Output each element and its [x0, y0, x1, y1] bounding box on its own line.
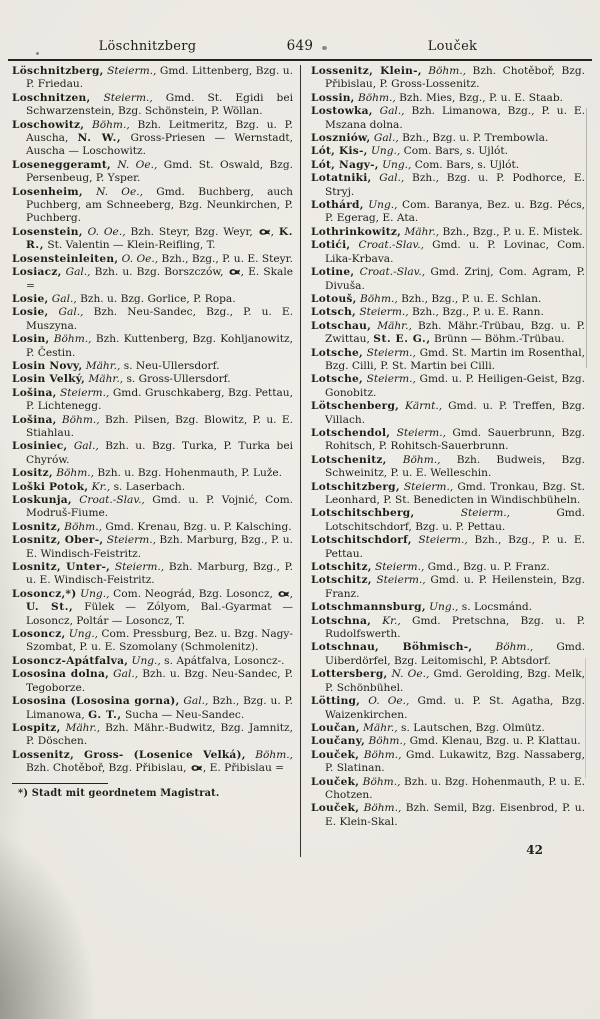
- entry-region: Böhm.,: [356, 292, 398, 305]
- gazetteer-entry: [12, 65, 293, 92]
- gazetteer-entry: [12, 414, 293, 441]
- gazetteer-entry: [12, 561, 293, 588]
- entry-headword: Losoncz,: [12, 628, 66, 641]
- entry-region: Gal.,: [371, 172, 405, 185]
- gazetteer-entry: [12, 695, 293, 722]
- entry-headword: Loseneggeramt,: [12, 158, 111, 171]
- running-head-right-word: Louček: [427, 39, 478, 54]
- entry-text: Bzh., Bzg., P. u. E. Mistek.: [439, 225, 583, 238]
- entry-region: Mähr.,: [359, 721, 398, 734]
- entry-region: O. Oe.,: [82, 225, 126, 238]
- gazetteer-entry: [311, 373, 585, 400]
- gazetteer-entry: [12, 226, 293, 253]
- entry-text: Bzh. Semil, Bzg. Eisenbrod, P. u. E. Klein-Skal.: [325, 802, 585, 828]
- running-head-left-word: Löschnitzberg: [98, 39, 197, 54]
- entry-region: Mähr.,: [401, 225, 440, 238]
- gazetteer-entry: [311, 159, 585, 172]
- entry-region: Steierm.,: [56, 386, 110, 399]
- entry-text: Gmd., Bzg. u. P. Franz.: [424, 561, 550, 574]
- gazetteer-entry: [12, 467, 293, 480]
- entry-text: Gmd. Tronkau, Bzg. St. Leonhard, P. St. Benedicten in Windischbüheln.: [325, 480, 586, 506]
- entry-text: Bzh., Bzg., P. u. E. Rann.: [408, 306, 544, 319]
- entry-region: Böhm.,: [354, 91, 396, 104]
- entry-headword: Lossin,: [311, 91, 355, 104]
- entry-headword: Lót, Kis-,: [311, 145, 368, 158]
- entry-text: Bzh., Bzg. u. P. Podhorce, E. Stryj.: [325, 172, 585, 198]
- entry-headword: Lososina dolna,: [12, 668, 110, 681]
- gazetteer-entry: [12, 159, 293, 186]
- entry-text: Gmd. St. Martin im Rosenthal, Bzg. Cilli, P. St. Martin bei Cilli.: [325, 346, 585, 372]
- entry-headword: Lothárd,: [311, 199, 364, 212]
- entry-headword: Lotsche,: [311, 346, 363, 359]
- gazetteer-entry: [311, 92, 585, 105]
- entry-region: Steierm.,: [399, 480, 454, 493]
- entry-text: Gmd. u. P. St. Agatha, Bzg. Waizenkirchen.: [325, 695, 586, 721]
- gazetteer-entry: [12, 92, 293, 119]
- entry-region: Böhm.,: [386, 453, 441, 466]
- entry-text: Gmd. Pretschna, Bzg. u. P. Rudolfswerth.: [325, 614, 585, 641]
- entry-text: Com. Baranya, Bez. u. Bzg. Pécs, P. Egerag, E. Ata.: [325, 199, 585, 225]
- entry-region: Gal.,: [372, 105, 405, 118]
- entry-text: Bzh. Budweis, Bzg. Schweinitz, P. u. E. Welleschin.: [325, 453, 586, 480]
- entry-text: St. Valentin — Klein-Reifling, T.: [43, 239, 216, 252]
- gazetteer-entry: [12, 333, 293, 360]
- entry-text: Gmd. Klenau, Bzg. u. P. Klattau.: [406, 735, 581, 748]
- entry-headword: Losie,: [12, 306, 49, 319]
- entry-text: Sucha — Neu-Sandec.: [121, 708, 245, 721]
- entry-region: Böhm.,: [52, 467, 94, 480]
- entry-text: Gmd. Buchberg, auch Puchberg, am Schneeberg, Bzg. Neunkirchen, P. Puchberg.: [26, 185, 293, 225]
- entry-text: Bzh. u. Bzg. Turka, P. Turka bei Chyrów.: [26, 440, 293, 466]
- entry-text: Bzh. Mähr.-Trübau, Bzg. u. P. Zwittau,: [325, 319, 585, 346]
- gazetteer-entry: [311, 132, 585, 145]
- right-column: [300, 65, 585, 857]
- entry-region: Ung.,: [128, 654, 161, 667]
- entry-text: Com. Neográd, Bzg. Losoncz,: [109, 587, 277, 600]
- footnote: *) Stadt mit geordnetem Magistrat.: [18, 787, 220, 799]
- entry-region: Steierm.,: [371, 561, 425, 574]
- gazetteer-entry: [311, 695, 585, 722]
- posthorn-icon: [258, 228, 271, 236]
- entry-region: Croat.-Slav.,: [354, 266, 426, 279]
- entry-region: Gal.,: [48, 306, 84, 319]
- gazetteer-page: [0, 38, 600, 1019]
- entry-text: Gmd. Sauerbrunn, Bzg. Rohitsch, P. Rohitsch-Sauerbrunn.: [325, 426, 585, 453]
- gazetteer-entry: [12, 293, 293, 306]
- gazetteer-entry: [311, 239, 585, 266]
- entry-headword: Lossenitz, Klein-,: [311, 65, 422, 77]
- entry-text: Bzh. u. Bzg. Gorlice, P. Ropa.: [76, 292, 236, 305]
- entry-text: Com. Bars, s. Ujlót.: [400, 145, 508, 158]
- gazetteer-entry: [311, 802, 585, 829]
- entry-headword: Loskunja,: [12, 494, 72, 506]
- entry-text: Bzh. Neu-Sandec, Bzg., P. u. E. Muszyna.: [26, 306, 293, 332]
- entry-headword: Lotsche,: [311, 373, 363, 386]
- entry-text: Bzh. Mähr.-Budwitz, Bzg. Jamnitz, P. Döschen.: [26, 721, 294, 748]
- gazetteer-entry: [311, 172, 585, 199]
- entry-text: s. Lautschen, Bzg. Olmütz.: [397, 721, 545, 734]
- entry-text: Bzh., Bzg. u. P. Trembowla.: [398, 132, 549, 145]
- entry-headword: Louček,: [311, 775, 360, 788]
- entry-headword: Lossenitz, Gross- (Losenice Velká),: [12, 748, 246, 761]
- entry-region: Böhm.,: [56, 413, 100, 426]
- gazetteer-entry: [12, 360, 293, 373]
- entry-railway-abbr: G. T.,: [88, 708, 122, 721]
- entry-text: s. Locsmánd.: [458, 601, 533, 614]
- entry-region: Steierm.,: [411, 534, 468, 547]
- gazetteer-entry: [311, 65, 585, 92]
- gazetteer-entry: [12, 373, 293, 386]
- entry-railway-abbr: U. St.,: [26, 601, 74, 614]
- entry-text: Gmd. u. P. Heilenstein, Bzg. Franz.: [325, 574, 586, 600]
- entry-text: Bzh. u. Bzg. Hohenmauth, P. Luže.: [94, 467, 283, 480]
- entry-headword: Lotschendol,: [311, 426, 391, 439]
- entry-region: Steierm.,: [110, 561, 165, 574]
- gazetteer-entry: [12, 266, 293, 293]
- entry-headword: Losin Novy,: [12, 359, 83, 372]
- entry-region: Kärnt.,: [399, 400, 443, 413]
- entry-region: O. Oe.,: [118, 252, 159, 265]
- gazetteer-entry: [311, 481, 585, 508]
- gazetteer-entry: [311, 534, 585, 561]
- gazetteer-entry: [12, 119, 293, 159]
- entry-region: Steierm.,: [90, 91, 153, 104]
- entry-headword: Loučan,: [311, 721, 360, 734]
- running-head: [30, 38, 570, 54]
- gazetteer-entry: [12, 481, 293, 494]
- entry-headword: Louček,: [311, 802, 360, 815]
- entry-text: Gmd. Gruschkaberg, Bzg. Pettau, P. Lichtenegg.: [26, 386, 293, 413]
- entry-region: Böhm.,: [49, 333, 92, 346]
- entry-region: Ung.,: [378, 158, 412, 171]
- entry-headword: Lotouš,: [311, 292, 357, 305]
- entry-text: Com. Pressburg, Bez. u. Bzg. Nagy-Szombat, P. u. E. Szomolany (Schmolenitz).: [26, 628, 293, 654]
- entry-region: Steierm.,: [103, 65, 157, 77]
- entry-region: Böhm.,: [359, 748, 402, 761]
- entry-headword: Lottersberg,: [311, 668, 388, 681]
- entry-text: Gmd. Littenberg, Bzg. u. P. Friedau.: [26, 65, 293, 91]
- left-column: [12, 65, 300, 857]
- entry-text: Bzh. Leitmeritz, Bzg. u. P. Auscha,: [26, 118, 293, 145]
- header-rule: [8, 59, 592, 61]
- entry-headword: Lotschitschdorf,: [311, 534, 412, 547]
- two-column-text: [12, 65, 592, 857]
- entry-region: Ung.,: [76, 587, 110, 600]
- entry-headword: Lososina (Lososina gorna),: [12, 695, 180, 708]
- sheet-signature: 42: [526, 843, 543, 858]
- entry-region: Steierm.,: [362, 346, 416, 359]
- entry-region: O. Oe.,: [360, 695, 410, 708]
- page-number: 649: [286, 38, 314, 54]
- entry-headword: Löschnitzberg,: [12, 65, 104, 77]
- entry-headword: Lotatniki,: [311, 172, 372, 185]
- gazetteer-entry: [12, 628, 293, 655]
- entry-text: Bzh. u. Bzg. Neu-Sandec, P. Tegoborze.: [26, 668, 293, 694]
- entry-text: Gmd. u. P. Vojnić, Com. Modruš-Fiume.: [26, 494, 294, 520]
- gazetteer-entry: [12, 655, 293, 668]
- entry-region: Steierm.,: [362, 373, 416, 386]
- gazetteer-entry: [12, 387, 293, 414]
- gazetteer-entry: [311, 601, 585, 614]
- gazetteer-entry: [311, 507, 585, 534]
- entry-text: Bzh. u. Bzg. Borszczów,: [90, 266, 228, 279]
- posthorn-icon: [277, 590, 290, 598]
- entry-region: Böhm.,: [84, 118, 130, 131]
- entry-text: s. Laserbach.: [110, 480, 186, 493]
- gazetteer-entry: [311, 427, 585, 454]
- gazetteer-entry: [12, 588, 293, 628]
- entry-region: Steierm.,: [414, 507, 511, 520]
- entry-headword: Loszniów,: [311, 132, 371, 145]
- entry-headword: Losensteinleiten,: [12, 252, 119, 265]
- entry-region: Mähr.,: [85, 373, 124, 386]
- entry-region: Mähr.,: [82, 359, 121, 372]
- gazetteer-entry: [12, 521, 293, 534]
- gazetteer-entry: [311, 749, 585, 776]
- gazetteer-entry: [12, 494, 293, 521]
- entry-headword: Lothrinkowitz,: [311, 225, 402, 238]
- entry-headword: Lošina,: [12, 413, 57, 426]
- gazetteer-entry: [311, 347, 585, 374]
- entry-headword: Louček,: [311, 748, 360, 761]
- entry-text: Brünn — Böhm.-Trübau.: [430, 333, 565, 346]
- entry-headword: Losnitz, Ober-,: [12, 534, 104, 547]
- gazetteer-entry: [311, 641, 585, 668]
- entry-headword: Lotschenitz,: [311, 453, 387, 466]
- entry-text: Gmd. u. P. Treffen, Bzg. Villach.: [325, 400, 586, 426]
- entry-headword: Losenstein,: [12, 225, 83, 238]
- gazetteer-entry: [311, 735, 585, 748]
- entry-headword: Lotschmannsburg,: [311, 601, 426, 614]
- entry-region: Kr.,: [371, 614, 401, 627]
- posthorn-icon: [190, 764, 203, 772]
- scan-speck: [36, 52, 39, 55]
- left-column-entries: [12, 65, 293, 776]
- entry-headword: Lotschnau, Böhmisch-,: [311, 641, 473, 654]
- entry-text: Com. Bars, s. Ujlót.: [411, 158, 520, 171]
- entry-region: Gal.,: [61, 266, 91, 279]
- entry-text: Gmd. Krenau, Bzg. u. P. Kalsching.: [101, 520, 292, 533]
- entry-region: Mähr.,: [60, 721, 101, 734]
- gazetteer-entry: [12, 668, 293, 695]
- entry-region: Mähr.,: [371, 319, 412, 332]
- gazetteer-entry: [12, 253, 293, 266]
- right-column-entries: [311, 65, 585, 829]
- entry-text: s. Apátfalva, Losoncz-.: [160, 654, 285, 667]
- entry-region: Ung.,: [65, 628, 99, 641]
- gazetteer-entry: [12, 534, 293, 561]
- entry-region: Böhm.,: [60, 520, 102, 533]
- entry-headword: Losiacz,: [12, 266, 62, 279]
- entry-text: Gmd. Lotschitschdorf, Bzg. u. P. Pettau.: [325, 507, 586, 533]
- entry-headword: Lostowka,: [311, 105, 373, 118]
- gazetteer-entry: [311, 615, 585, 642]
- entry-text: Gmd. Lukawitz, Bzg. Nassaberg, P. Slatinan.: [325, 748, 585, 775]
- gazetteer-entry: [311, 145, 585, 158]
- entry-headword: Lötting,: [311, 695, 361, 708]
- entry-headword: Losenheim,: [12, 185, 83, 198]
- entry-headword: Lötschenberg,: [311, 400, 400, 413]
- entry-headword: Lót, Nagy-,: [311, 158, 379, 171]
- gazetteer-entry: [311, 199, 585, 226]
- entry-headword: Lospitz,: [12, 721, 61, 734]
- entry-headword: Lotsch,: [311, 306, 356, 319]
- entry-region: Steierm.,: [103, 534, 156, 547]
- entry-headword: Losoncz-Apátfalva,: [12, 654, 129, 667]
- entry-region: Steierm.,: [390, 426, 446, 439]
- posthorn-icon: [228, 268, 241, 276]
- entry-text: Bzh. u. Bzg. Hohenmauth, P. u. E. Chotzen.: [325, 775, 585, 801]
- gazetteer-entry: [311, 320, 585, 347]
- entry-text: Bzh. Chotěboř, Bzg. Přibislau,: [26, 762, 190, 775]
- entry-headword: Loschnitzen,: [12, 91, 91, 104]
- gazetteer-entry: [12, 306, 293, 333]
- entry-text: , E. Přibislau =: [202, 762, 285, 775]
- entry-text: Bzh. Limanowa, Bzg., P. u. E. Mszana dolna.: [325, 105, 585, 131]
- entry-headword: Loučany,: [311, 735, 366, 748]
- entry-text: Gmd. Zrinj, Com. Agram, P. Divuša.: [325, 266, 585, 292]
- entry-headword: Losnitz, Unter-,: [12, 561, 111, 574]
- entry-text: Gmd. u. P. Lovinac, Com. Lika-Krbava.: [325, 239, 586, 265]
- entry-text: , E. Skale =: [26, 266, 293, 292]
- entry-railway-abbr: N. W.,: [77, 132, 122, 145]
- entry-text: Bzh. Marburg, Bzg., P. u. E. Windisch-Feistritz.: [26, 534, 293, 560]
- entry-text: Fülek — Zólyom, Bal.-Gyarmat — Losoncz, Poltár — Losoncz, T.: [26, 601, 293, 627]
- entry-headword: Lošina,: [12, 386, 57, 399]
- gazetteer-entry: [12, 440, 293, 467]
- gazetteer-entry: [311, 454, 585, 481]
- entry-text: Bzh. Pilsen, Bzg. Blowitz, P. u. E. Stiahlau.: [26, 413, 293, 439]
- gazetteer-entry: [311, 400, 585, 427]
- entry-region: Böhm.,: [472, 641, 534, 654]
- entry-region: Croat.-Slav.,: [350, 239, 424, 252]
- gazetteer-entry: [311, 226, 585, 239]
- gazetteer-entry: [311, 722, 585, 735]
- entry-railway-abbr: K. R.,: [26, 225, 293, 252]
- entry-headword: Losnitz,: [12, 520, 61, 533]
- entry-text: Bzh. Steyr, Bzg. Weyr,: [125, 225, 258, 238]
- entry-headword: Loschowitz,: [12, 118, 85, 131]
- entry-region: Ung.,: [425, 601, 459, 614]
- entry-region: Ung.,: [367, 145, 401, 158]
- entry-text: ,: [270, 225, 279, 238]
- gazetteer-entry: [311, 668, 585, 695]
- entry-headword: Lotschau,: [311, 319, 372, 332]
- entry-text: s. Neu-Ullersdorf.: [120, 359, 220, 372]
- entry-region: Böhm.,: [359, 775, 401, 788]
- entry-headword: Lotschitzberg,: [311, 480, 400, 493]
- entry-text: Bzh. Mies, Bzg., P. u. E. Staab.: [395, 91, 564, 104]
- entry-text: Bzh., Bzg., P. u. E. Schlan.: [397, 292, 542, 305]
- entry-text: Gross-Priesen — Wernstadt, Auscha — Loschowitz.: [26, 132, 294, 158]
- entry-text: Gmd. Uiberdörfel, Bzg. Leitomischl, P. Abtsdorf.: [325, 641, 585, 667]
- entry-headword: Losoncz,*): [12, 587, 77, 600]
- entry-headword: Loški Potok,: [12, 480, 89, 493]
- entry-headword: Losin,: [12, 333, 50, 346]
- entry-region: Böhm.,: [365, 735, 407, 748]
- entry-text: Bzh. Chotěboř, Bzg. Přibislau, P. Gross-Lossenitz.: [325, 65, 585, 91]
- entry-headword: Losie,: [12, 292, 49, 305]
- entry-region: Ung.,: [363, 199, 398, 212]
- entry-text: Bzh. Kuttenberg, Bzg. Kohljanowitz, P. Čestin.: [26, 333, 293, 359]
- entry-headword: Lotschitschberg,: [311, 507, 415, 520]
- entry-headword: Lositz,: [12, 467, 53, 480]
- entry-region: Böhm.,: [421, 65, 466, 77]
- entry-headword: Lotići,: [311, 239, 351, 252]
- entry-text: Bzh., Bzg., P. u. E. Steyr.: [158, 252, 293, 265]
- entry-text: Gmd. St. Oswald, Bzg. Persenbeug, P. Ysper.: [26, 158, 293, 185]
- entry-headword: Lotschitz,: [311, 561, 372, 574]
- scan-edge-artifact: [586, 108, 587, 368]
- entry-text: s. Gross-Ullersdorf.: [123, 373, 231, 386]
- gazetteer-entry: [311, 776, 585, 803]
- scan-speck: [322, 46, 327, 50]
- entry-region: Steierm.,: [355, 306, 409, 319]
- entry-region: Kr.,: [88, 480, 111, 493]
- entry-railway-abbr: St. E. G.,: [373, 333, 431, 346]
- entry-headword: Lotschna,: [311, 614, 372, 627]
- gazetteer-entry: [311, 574, 585, 601]
- entry-region: N. Oe.,: [387, 668, 430, 681]
- entry-region: Böhm.,: [359, 802, 402, 815]
- entry-region: Gal.,: [109, 668, 139, 681]
- entry-text: ,: [289, 587, 293, 600]
- entry-headword: Losin Velký,: [12, 373, 86, 386]
- entry-text: Bzh., Bzg., P. u. E. Pettau.: [325, 534, 585, 560]
- entry-headword: Lotine,: [311, 266, 355, 279]
- entry-text: Gmd. St. Egidi bei Schwarzenstein, Bzg. Schönstein, P. Wöllan.: [26, 91, 293, 118]
- gazetteer-entry: [311, 266, 585, 293]
- entry-region: Gal.,: [67, 440, 99, 453]
- entry-region: Croat.-Slav.,: [71, 494, 145, 506]
- entry-region: Steierm.,: [371, 574, 426, 587]
- entry-region: Gal.,: [179, 695, 209, 708]
- entry-text: Gmd. Gerolding, Bzg. Melk, P. Schönbühel.: [325, 668, 585, 694]
- entry-region: Gal.,: [48, 292, 77, 305]
- entry-region: N. Oe.,: [82, 185, 143, 198]
- gazetteer-entry: [12, 722, 293, 749]
- entry-text: Bzh., Bzg. u. P. Limanowa,: [26, 695, 293, 721]
- entry-text: Bzh. Marburg, Bzg., P. u. E. Windisch-Feistritz.: [26, 561, 294, 587]
- footnote-rule: [12, 783, 108, 784]
- entry-headword: Lotschitz,: [311, 574, 372, 587]
- gazetteer-entry: [311, 293, 585, 306]
- gazetteer-entry: [311, 306, 585, 319]
- gazetteer-entry: [311, 105, 585, 132]
- entry-text: Gmd. u. P. Heiligen-Geist, Bzg. Gonobitz.: [325, 373, 586, 399]
- gazetteer-entry: [12, 186, 293, 226]
- scan-edge-artifact: [585, 658, 586, 778]
- entry-headword: Losiniec,: [12, 440, 68, 453]
- entry-region: Gal.,: [370, 132, 399, 145]
- gazetteer-entry: [12, 749, 293, 776]
- entry-region: N. Oe.,: [110, 158, 158, 171]
- entry-region: Böhm.,: [245, 748, 293, 761]
- gazetteer-entry: [311, 561, 585, 574]
